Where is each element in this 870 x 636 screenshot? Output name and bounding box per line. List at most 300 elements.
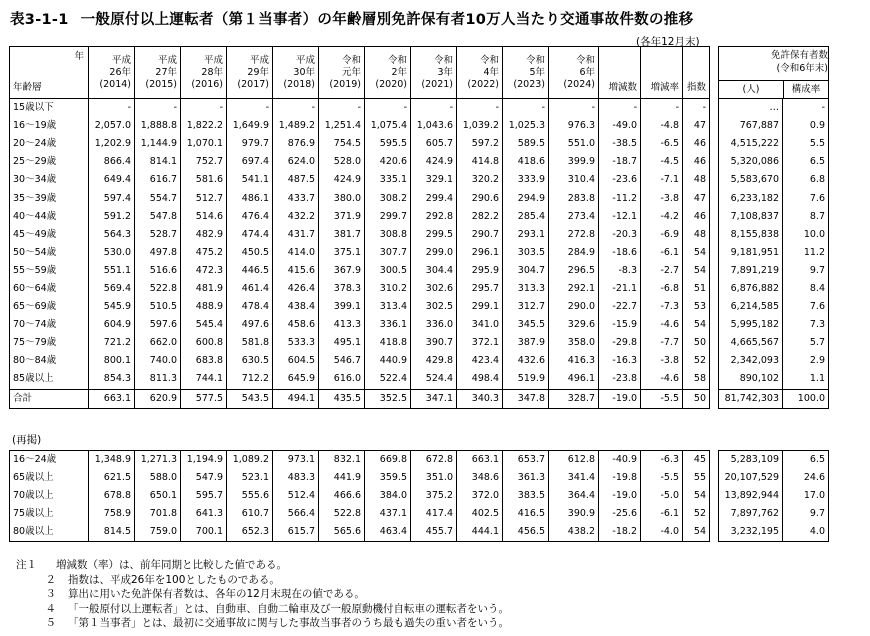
composition-cell: 10.0 bbox=[783, 226, 829, 244]
license-holders-cell: … bbox=[719, 99, 783, 118]
age-group-label: 30～34歳 bbox=[10, 171, 89, 189]
rate-cell: 333.9 bbox=[503, 171, 549, 189]
column-gap bbox=[710, 451, 719, 470]
rate-cell: 832.1 bbox=[319, 451, 365, 470]
change-count-cell: -23.6 bbox=[599, 171, 641, 189]
table-row bbox=[10, 389, 829, 408]
rate-cell: 663.1 bbox=[89, 389, 135, 408]
rate-cell: 341.4 bbox=[549, 469, 599, 487]
rate-cell: 476.4 bbox=[227, 208, 273, 226]
rate-cell: 512.7 bbox=[181, 189, 227, 207]
rate-cell: 581.6 bbox=[181, 171, 227, 189]
rate-cell: 528.0 bbox=[319, 153, 365, 171]
composition-cell: 2.9 bbox=[783, 352, 829, 370]
composition-cell: 7.6 bbox=[783, 298, 829, 316]
corner-year-label: 年 bbox=[74, 51, 84, 62]
rate-cell: 320.2 bbox=[457, 171, 503, 189]
rate-cell: 359.5 bbox=[365, 469, 411, 487]
rate-cell: 438.2 bbox=[549, 523, 599, 542]
rate-cell: 1,251.4 bbox=[319, 117, 365, 135]
composition-cell: 5.5 bbox=[783, 135, 829, 153]
rate-cell: 372.1 bbox=[457, 334, 503, 352]
rate-cell: 569.4 bbox=[89, 280, 135, 298]
rate-cell: 650.1 bbox=[135, 487, 181, 505]
rate-cell: 336.0 bbox=[411, 316, 457, 334]
rate-cell: 364.4 bbox=[549, 487, 599, 505]
page-title bbox=[10, 8, 693, 29]
footnote-number: ４ bbox=[45, 602, 56, 615]
rate-cell: 441.9 bbox=[319, 469, 365, 487]
rate-cell: 310.2 bbox=[365, 280, 411, 298]
change-rate-cell: -4.6 bbox=[641, 370, 683, 389]
age-group-label: 70～74歳 bbox=[10, 316, 89, 334]
rate-cell: 424.9 bbox=[319, 171, 365, 189]
rate-cell: 546.7 bbox=[319, 352, 365, 370]
rate-cell: 566.4 bbox=[273, 505, 319, 523]
rate-cell: - bbox=[273, 99, 319, 118]
year-header: 平成 29年 (2017) bbox=[227, 47, 273, 99]
rate-cell: 463.4 bbox=[365, 523, 411, 542]
column-gap bbox=[710, 117, 719, 135]
footnote-text: 「一般原付以上運転者」とは、自動車、自動二輪車及び一般原動機付自転車の運転者をいう。 bbox=[68, 602, 509, 615]
rate-cell: 653.7 bbox=[503, 451, 549, 470]
age-group-label: 20～24歳 bbox=[10, 135, 89, 153]
year-header: 平成 27年 (2015) bbox=[135, 47, 181, 99]
rate-cell: 1,489.2 bbox=[273, 117, 319, 135]
license-holders-cell: 890,102 bbox=[719, 370, 783, 389]
unit-note: (各年12月末) bbox=[636, 36, 700, 48]
footnotes bbox=[16, 558, 509, 631]
rate-cell: 1,039.2 bbox=[457, 117, 503, 135]
rate-cell: 290.0 bbox=[549, 298, 599, 316]
rate-cell: 399.9 bbox=[549, 153, 599, 171]
rate-cell: 426.4 bbox=[273, 280, 319, 298]
rate-cell: 399.1 bbox=[319, 298, 365, 316]
rate-cell: 577.5 bbox=[181, 389, 227, 408]
change-count-cell: -12.1 bbox=[599, 208, 641, 226]
table-row bbox=[10, 316, 829, 334]
change-count-cell: -15.9 bbox=[599, 316, 641, 334]
column-gap bbox=[710, 226, 719, 244]
composition-cell: 24.6 bbox=[783, 469, 829, 487]
rate-cell: 336.1 bbox=[365, 316, 411, 334]
rate-cell: 488.9 bbox=[181, 298, 227, 316]
rate-cell: 486.1 bbox=[227, 189, 273, 207]
index-cell: 53 bbox=[683, 298, 710, 316]
index-cell: 46 bbox=[683, 153, 710, 171]
change-rate-cell: -2.7 bbox=[641, 262, 683, 280]
rate-cell: 2,057.0 bbox=[89, 117, 135, 135]
table-row bbox=[10, 451, 829, 470]
column-gap bbox=[710, 469, 719, 487]
rate-cell: 1,822.2 bbox=[181, 117, 227, 135]
age-group-label: 25～29歳 bbox=[10, 153, 89, 171]
rate-cell: 595.5 bbox=[365, 135, 411, 153]
license-holders-cell: 13,892,944 bbox=[719, 487, 783, 505]
index-cell: 54 bbox=[683, 244, 710, 262]
change-rate-cell: -6.9 bbox=[641, 226, 683, 244]
rate-cell: 814.1 bbox=[135, 153, 181, 171]
rate-cell: 697.4 bbox=[227, 153, 273, 171]
table-row bbox=[10, 208, 829, 226]
index-cell: - bbox=[683, 99, 710, 118]
license-holders-cell: 2,342,093 bbox=[719, 352, 783, 370]
rate-cell: 624.0 bbox=[273, 153, 319, 171]
rate-cell: 348.6 bbox=[457, 469, 503, 487]
footnote-number: ２ bbox=[45, 573, 56, 586]
rate-cell: 496.1 bbox=[549, 370, 599, 389]
change-rate-cell: -6.1 bbox=[641, 505, 683, 523]
year-header: 令和 6年 (2024) bbox=[549, 47, 599, 99]
table-title: 一般原付以上運転者（第１当事者）の年齢層別免許保有者10万人当たり交通事故件数の推移 bbox=[80, 12, 694, 28]
rate-cell: 329.1 bbox=[411, 171, 457, 189]
index-header: 指数 bbox=[683, 47, 710, 99]
index-cell: 46 bbox=[683, 135, 710, 153]
license-holders-cell: 8,155,838 bbox=[719, 226, 783, 244]
table-row bbox=[10, 487, 829, 505]
rate-cell: 329.6 bbox=[549, 316, 599, 334]
column-gap bbox=[710, 352, 719, 370]
rate-cell: 303.5 bbox=[503, 244, 549, 262]
rate-cell: - bbox=[181, 99, 227, 118]
rate-cell: 1,089.2 bbox=[227, 451, 273, 470]
change-count-cell: -21.1 bbox=[599, 280, 641, 298]
change-count-cell: -18.6 bbox=[599, 244, 641, 262]
table-row bbox=[10, 171, 829, 189]
rate-cell: 444.1 bbox=[457, 523, 503, 542]
rate-cell: 811.3 bbox=[135, 370, 181, 389]
rate-cell: 581.8 bbox=[227, 334, 273, 352]
rate-cell: 482.9 bbox=[181, 226, 227, 244]
rate-cell: 497.6 bbox=[227, 316, 273, 334]
rate-cell: 487.5 bbox=[273, 171, 319, 189]
rate-cell: 292.1 bbox=[549, 280, 599, 298]
change-count-cell: -22.7 bbox=[599, 298, 641, 316]
index-cell: 51 bbox=[683, 280, 710, 298]
composition-cell: 100.0 bbox=[783, 389, 829, 408]
license-holders-cell: 6,214,585 bbox=[719, 298, 783, 316]
license-holders-header: 免許保有者数 (令和6年末) (人) 構成率 bbox=[719, 47, 829, 99]
composition-cell: 5.7 bbox=[783, 334, 829, 352]
change-count-cell: -40.9 bbox=[599, 451, 641, 470]
rate-cell: - bbox=[227, 99, 273, 118]
rate-cell: 612.8 bbox=[549, 451, 599, 470]
license-holders-cell: 7,891,219 bbox=[719, 262, 783, 280]
change-count-cell: -18.2 bbox=[599, 523, 641, 542]
change-count-cell: -23.8 bbox=[599, 370, 641, 389]
rate-cell: 615.7 bbox=[273, 523, 319, 542]
rate-cell: 437.1 bbox=[365, 505, 411, 523]
rate-cell: 523.1 bbox=[227, 469, 273, 487]
rate-cell: 522.8 bbox=[135, 280, 181, 298]
index-cell: 54 bbox=[683, 262, 710, 280]
age-group-label: 15歳以下 bbox=[10, 99, 89, 118]
rate-cell: 413.3 bbox=[319, 316, 365, 334]
composition-cell: 0.9 bbox=[783, 117, 829, 135]
rate-cell: 299.4 bbox=[411, 189, 457, 207]
rate-cell: 296.5 bbox=[549, 262, 599, 280]
rate-cell: 313.4 bbox=[365, 298, 411, 316]
column-gap bbox=[710, 153, 719, 171]
rate-cell: 641.3 bbox=[181, 505, 227, 523]
age-group-label: 65～69歳 bbox=[10, 298, 89, 316]
rate-cell: 721.2 bbox=[89, 334, 135, 352]
rate-cell: 597.2 bbox=[457, 135, 503, 153]
index-cell: 58 bbox=[683, 370, 710, 389]
rate-cell: 551.0 bbox=[549, 135, 599, 153]
year-header: 平成 28年 (2016) bbox=[181, 47, 227, 99]
change-rate-cell: -4.0 bbox=[641, 523, 683, 542]
license-holders-cell: 6,876,882 bbox=[719, 280, 783, 298]
rate-cell: 1,194.9 bbox=[181, 451, 227, 470]
rate-cell: 302.5 bbox=[411, 298, 457, 316]
reprint-label: (再掲) bbox=[12, 434, 42, 446]
rate-cell: 683.8 bbox=[181, 352, 227, 370]
rate-cell: 979.7 bbox=[227, 135, 273, 153]
rate-cell: 308.2 bbox=[365, 189, 411, 207]
table-row bbox=[10, 117, 829, 135]
rate-cell: 519.9 bbox=[503, 370, 549, 389]
year-header: 平成 26年 (2014) bbox=[89, 47, 135, 99]
composition-cell: 9.7 bbox=[783, 262, 829, 280]
reprint-table bbox=[9, 450, 829, 542]
column-gap bbox=[710, 189, 719, 207]
rate-cell: 662.0 bbox=[135, 334, 181, 352]
rate-cell: 481.9 bbox=[181, 280, 227, 298]
rate-cell: - bbox=[457, 99, 503, 118]
table-row bbox=[10, 226, 829, 244]
column-gap bbox=[710, 487, 719, 505]
rate-cell: 475.2 bbox=[181, 244, 227, 262]
rate-cell: 701.8 bbox=[135, 505, 181, 523]
rate-cell: 498.4 bbox=[457, 370, 503, 389]
rate-cell: 455.7 bbox=[411, 523, 457, 542]
footnote-number: ３ bbox=[45, 588, 56, 601]
age-group-label: 85歳以上 bbox=[10, 370, 89, 389]
license-holders-cell: 5,320,086 bbox=[719, 153, 783, 171]
rate-cell: 313.3 bbox=[503, 280, 549, 298]
rate-cell: 616.0 bbox=[319, 370, 365, 389]
license-holders-cell: 767,887 bbox=[719, 117, 783, 135]
rate-cell: 440.9 bbox=[365, 352, 411, 370]
rate-cell: - bbox=[365, 99, 411, 118]
change-rate-cell: - bbox=[641, 99, 683, 118]
age-group-label: 16～24歳 bbox=[10, 451, 89, 470]
rate-cell: 564.3 bbox=[89, 226, 135, 244]
rate-cell: 290.6 bbox=[457, 189, 503, 207]
rate-cell: 800.1 bbox=[89, 352, 135, 370]
rate-cell: 672.8 bbox=[411, 451, 457, 470]
change-rate-cell: -5.5 bbox=[641, 389, 683, 408]
rate-cell: 429.8 bbox=[411, 352, 457, 370]
index-cell: 46 bbox=[683, 208, 710, 226]
rate-cell: 340.3 bbox=[457, 389, 503, 408]
index-cell: 48 bbox=[683, 171, 710, 189]
rate-cell: 1,649.9 bbox=[227, 117, 273, 135]
rate-cell: 414.8 bbox=[457, 153, 503, 171]
rate-cell: 352.5 bbox=[365, 389, 411, 408]
rate-cell: 530.0 bbox=[89, 244, 135, 262]
change-rate-cell: -4.6 bbox=[641, 316, 683, 334]
license-holders-cell: 3,232,195 bbox=[719, 523, 783, 542]
rate-cell: 347.8 bbox=[503, 389, 549, 408]
rate-cell: 754.5 bbox=[319, 135, 365, 153]
rate-cell: 345.5 bbox=[503, 316, 549, 334]
rate-cell: 610.7 bbox=[227, 505, 273, 523]
rate-cell: 299.1 bbox=[457, 298, 503, 316]
rate-cell: 446.5 bbox=[227, 262, 273, 280]
rate-cell: 304.4 bbox=[411, 262, 457, 280]
table-number: 表3-1-1 bbox=[10, 12, 69, 28]
rate-cell: 712.2 bbox=[227, 370, 273, 389]
rate-cell: 514.6 bbox=[181, 208, 227, 226]
rate-cell: 347.1 bbox=[411, 389, 457, 408]
composition-cell: 6.8 bbox=[783, 171, 829, 189]
column-gap bbox=[710, 298, 719, 316]
table-row bbox=[10, 298, 829, 316]
column-gap bbox=[710, 171, 719, 189]
rate-cell: 555.6 bbox=[227, 487, 273, 505]
change-count-cell: -11.2 bbox=[599, 189, 641, 207]
rate-cell: 597.4 bbox=[89, 189, 135, 207]
rate-cell: 669.8 bbox=[365, 451, 411, 470]
composition-cell: 6.5 bbox=[783, 153, 829, 171]
license-holders-cell: 5,583,670 bbox=[719, 171, 783, 189]
rate-cell: 1,348.9 bbox=[89, 451, 135, 470]
license-holders-cell: 7,108,837 bbox=[719, 208, 783, 226]
change-count-cell: -49.0 bbox=[599, 117, 641, 135]
license-holders-cell: 4,665,567 bbox=[719, 334, 783, 352]
index-cell: 52 bbox=[683, 505, 710, 523]
index-cell: 52 bbox=[683, 352, 710, 370]
license-holders-cell: 20,107,529 bbox=[719, 469, 783, 487]
rate-cell: 752.7 bbox=[181, 153, 227, 171]
rate-cell: 1,888.8 bbox=[135, 117, 181, 135]
footnote-number: ５ bbox=[45, 617, 56, 630]
rate-cell: 387.9 bbox=[503, 334, 549, 352]
table-row bbox=[10, 334, 829, 352]
rate-cell: 431.7 bbox=[273, 226, 319, 244]
change-count-header: 増減数 bbox=[599, 47, 641, 99]
age-group-label: 50～54歳 bbox=[10, 244, 89, 262]
change-rate-cell: -7.1 bbox=[641, 171, 683, 189]
rate-cell: 284.9 bbox=[549, 244, 599, 262]
rate-cell: 543.5 bbox=[227, 389, 273, 408]
rate-cell: 415.6 bbox=[273, 262, 319, 280]
header-row bbox=[10, 47, 829, 99]
composition-cell: 6.5 bbox=[783, 451, 829, 470]
column-gap bbox=[710, 316, 719, 334]
rate-cell: 976.3 bbox=[549, 117, 599, 135]
rate-cell: 595.7 bbox=[181, 487, 227, 505]
rate-cell: 758.9 bbox=[89, 505, 135, 523]
rate-cell: 375.2 bbox=[411, 487, 457, 505]
table-row bbox=[10, 244, 829, 262]
index-cell: 54 bbox=[683, 487, 710, 505]
rate-cell: - bbox=[319, 99, 365, 118]
year-header: 平成 30年 (2018) bbox=[273, 47, 319, 99]
rate-cell: 435.5 bbox=[319, 389, 365, 408]
rate-cell: 621.5 bbox=[89, 469, 135, 487]
rate-cell: 547.8 bbox=[135, 208, 181, 226]
table-row bbox=[10, 153, 829, 171]
rate-cell: 604.5 bbox=[273, 352, 319, 370]
index-cell: 47 bbox=[683, 117, 710, 135]
rate-cell: 450.5 bbox=[227, 244, 273, 262]
rate-cell: 302.6 bbox=[411, 280, 457, 298]
change-rate-cell: -6.1 bbox=[641, 244, 683, 262]
change-rate-cell: -5.0 bbox=[641, 487, 683, 505]
table-row bbox=[10, 469, 829, 487]
rate-cell: 358.0 bbox=[549, 334, 599, 352]
footnote-text: 増減数（率）は、前年同期と比較した値である。 bbox=[56, 559, 287, 571]
change-rate-cell: -5.5 bbox=[641, 469, 683, 487]
column-gap bbox=[710, 244, 719, 262]
rate-cell: 466.6 bbox=[319, 487, 365, 505]
rate-cell: 417.4 bbox=[411, 505, 457, 523]
footnote bbox=[16, 602, 509, 617]
index-cell: 47 bbox=[683, 189, 710, 207]
footnote-text: 「第１当事者」とは、最初に交通事故に関与した事故当事者のうち最も過失の重い者をいう。 bbox=[68, 617, 509, 630]
change-rate-cell: -7.7 bbox=[641, 334, 683, 352]
change-rate-cell: -4.8 bbox=[641, 117, 683, 135]
rate-cell: 516.6 bbox=[135, 262, 181, 280]
rate-cell: 341.0 bbox=[457, 316, 503, 334]
index-cell: 50 bbox=[683, 334, 710, 352]
column-gap bbox=[710, 99, 719, 118]
rate-cell: 591.2 bbox=[89, 208, 135, 226]
rate-cell: 1,043.6 bbox=[411, 117, 457, 135]
year-header: 令和 5年 (2023) bbox=[503, 47, 549, 99]
age-group-label: 合計 bbox=[10, 389, 89, 408]
age-group-label: 70歳以上 bbox=[10, 487, 89, 505]
rate-cell: 973.1 bbox=[273, 451, 319, 470]
rate-cell: 371.9 bbox=[319, 208, 365, 226]
rate-cell: 273.4 bbox=[549, 208, 599, 226]
rate-cell: 604.9 bbox=[89, 316, 135, 334]
rate-cell: 290.7 bbox=[457, 226, 503, 244]
rate-cell: 310.4 bbox=[549, 171, 599, 189]
table-row bbox=[10, 262, 829, 280]
change-rate-cell: -3.8 bbox=[641, 189, 683, 207]
change-rate-cell: -6.8 bbox=[641, 280, 683, 298]
rate-cell: 554.7 bbox=[135, 189, 181, 207]
change-count-cell: - bbox=[599, 99, 641, 118]
license-holders-cell: 4,515,222 bbox=[719, 135, 783, 153]
rate-cell: 533.3 bbox=[273, 334, 319, 352]
rate-cell: 375.1 bbox=[319, 244, 365, 262]
rate-cell: 312.7 bbox=[503, 298, 549, 316]
rate-cell: 547.9 bbox=[181, 469, 227, 487]
rate-cell: 744.1 bbox=[181, 370, 227, 389]
rate-cell: 1,070.1 bbox=[181, 135, 227, 153]
index-cell: 48 bbox=[683, 226, 710, 244]
rate-cell: 541.1 bbox=[227, 171, 273, 189]
composition-cell: 4.0 bbox=[783, 523, 829, 542]
rate-cell: 372.0 bbox=[457, 487, 503, 505]
rate-cell: 418.6 bbox=[503, 153, 549, 171]
rate-cell: 361.3 bbox=[503, 469, 549, 487]
footnote bbox=[16, 587, 509, 602]
license-holders-cell: 6,233,182 bbox=[719, 189, 783, 207]
year-header: 令和 元年 (2019) bbox=[319, 47, 365, 99]
rate-cell: 600.8 bbox=[181, 334, 227, 352]
change-rate-cell: -6.5 bbox=[641, 135, 683, 153]
corner-age-label: 年齢層 bbox=[13, 82, 42, 93]
age-group-label: 75～79歳 bbox=[10, 334, 89, 352]
rate-cell: 510.5 bbox=[135, 298, 181, 316]
rate-cell: 328.7 bbox=[549, 389, 599, 408]
